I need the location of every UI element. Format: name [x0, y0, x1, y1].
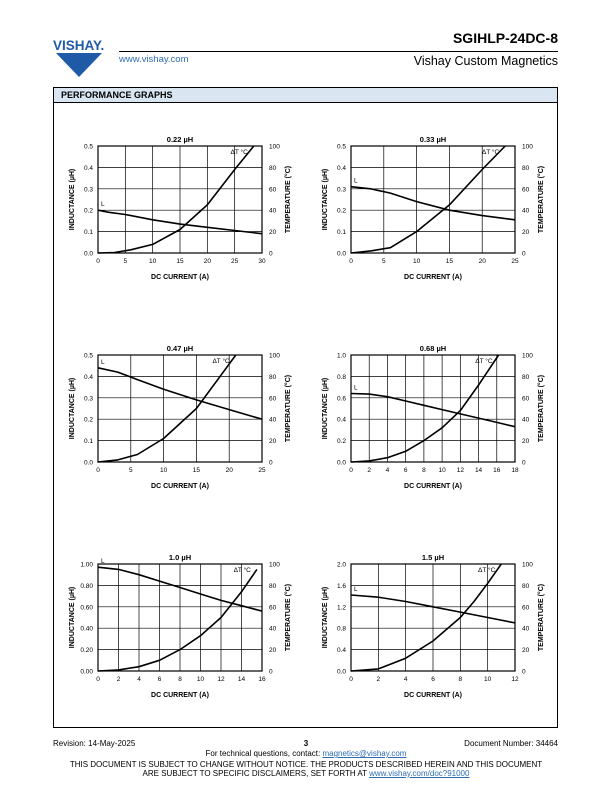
series-label: ΔT °C [475, 358, 493, 365]
x-tick-label: 8 [178, 676, 182, 683]
x-tick-label: 16 [493, 467, 501, 474]
y-tick-label: 0.4 [83, 373, 93, 381]
x-tick-label: 8 [458, 676, 463, 683]
x-tick-label: 0 [349, 467, 353, 474]
x-tick-label: 8 [422, 467, 426, 474]
x-tick-label: 15 [176, 258, 184, 265]
y-tick-label: 0.2 [83, 416, 93, 424]
y2-tick-label: 40 [269, 625, 277, 633]
x-tick-label: 0 [96, 467, 100, 474]
x-tick-label: 15 [192, 467, 201, 474]
y-tick-label: 1.00 [80, 561, 93, 569]
y2-tick-label: 60 [522, 186, 530, 194]
x-tick-label: 5 [128, 467, 133, 474]
x-tick-label: 6 [157, 676, 162, 683]
chart-title: 0.22 µH [166, 135, 194, 144]
disclaimer-prefix: ARE SUBJECT TO SPECIFIC DISCLAIMERS, SET FORTH AT [142, 769, 370, 778]
performance-chart-1 [53, 131, 313, 291]
y-tick-label: 0.8 [336, 625, 346, 633]
series-label: ΔT °C [230, 149, 248, 156]
y2-axis-label: TEMPERATURE (°C) [538, 165, 545, 234]
y-tick-label: 0.2 [336, 438, 346, 446]
contact-email-link[interactable]: magnetics@vishay.com [322, 749, 407, 758]
vishay-logo [52, 36, 114, 78]
x-tick-label: 25 [511, 258, 519, 265]
y2-axis-label: TEMPERATURE (°C) [538, 583, 545, 652]
x-tick-label: 12 [456, 467, 464, 474]
y2-tick-label: 100 [522, 352, 533, 360]
y-tick-label: 0.0 [83, 250, 93, 258]
y2-axis-label: TEMPERATURE (°C) [285, 583, 292, 652]
x-tick-label: 10 [149, 258, 157, 265]
y2-tick-label: 0 [269, 459, 273, 467]
y-tick-label: 0.80 [80, 582, 93, 590]
y2-tick-label: 80 [522, 582, 530, 590]
series-line-temperature [98, 146, 254, 253]
x-axis-label: DC CURRENT (A) [151, 274, 209, 281]
y2-tick-label: 40 [522, 207, 530, 215]
y-axis-label: INDUCTANCE (µH) [69, 168, 76, 231]
x-tick-label: 6 [403, 467, 408, 474]
x-tick-label: 20 [225, 467, 233, 474]
y2-tick-label: 100 [269, 143, 280, 151]
contact-prefix: For technical questions, contact: [205, 749, 323, 758]
chart-title: 0.47 µH [166, 344, 194, 353]
y2-tick-label: 80 [269, 373, 277, 381]
x-tick-label: 25 [258, 467, 266, 474]
x-tick-label: 10 [159, 467, 168, 474]
x-tick-label: 6 [431, 676, 435, 683]
series-line-inductance [98, 368, 262, 419]
chart-title: 0.68 µH [419, 344, 447, 353]
series-label: ΔT °C [481, 149, 500, 156]
x-tick-label: 20 [478, 258, 486, 265]
x-tick-label: 18 [511, 467, 519, 474]
x-tick-label: 2 [116, 676, 121, 683]
chart-title: 0.33 µH [419, 135, 447, 144]
y-tick-label: 0.5 [83, 143, 93, 151]
y2-tick-label: 80 [269, 582, 277, 590]
x-tick-label: 4 [137, 676, 141, 683]
y2-tick-label: 20 [269, 438, 277, 446]
chart-title: 1.5 µH [421, 553, 445, 562]
y2-tick-label: 80 [522, 164, 530, 172]
y2-tick-label: 0 [522, 250, 526, 258]
x-axis-label: DC CURRENT (A) [404, 692, 462, 699]
y2-tick-label: 40 [522, 416, 530, 424]
performance-chart-4 [306, 340, 566, 500]
x-tick-label: 15 [445, 258, 454, 265]
y-tick-label: 0.2 [83, 207, 93, 215]
y2-tick-label: 0 [269, 668, 273, 676]
x-tick-label: 2 [376, 676, 381, 683]
y2-tick-label: 100 [269, 561, 280, 569]
document-number: Document Number: 34464 [464, 739, 558, 748]
x-tick-label: 5 [381, 258, 386, 265]
x-axis-label: DC CURRENT (A) [151, 692, 209, 699]
y-tick-label: 0.60 [80, 604, 93, 612]
y-tick-label: 0.4 [336, 164, 346, 172]
y-tick-label: 0.1 [83, 438, 93, 446]
chart-body [69, 553, 292, 699]
series-label: L [354, 586, 358, 594]
chart-body [69, 344, 292, 490]
x-tick-label: 14 [474, 467, 483, 474]
page-number: 3 [303, 739, 309, 748]
x-tick-label: 14 [237, 676, 246, 683]
y-axis-label: INDUCTANCE (µH) [322, 586, 329, 649]
series-line-inductance [351, 187, 515, 220]
y-tick-label: 0.3 [83, 186, 93, 194]
y-axis-label: INDUCTANCE (µH) [69, 586, 76, 649]
y2-tick-label: 0 [522, 459, 526, 467]
y2-axis-label: TEMPERATURE (°C) [538, 374, 545, 443]
y-tick-label: 0.0 [336, 459, 346, 467]
y2-tick-label: 20 [522, 438, 530, 446]
y-axis-label: INDUCTANCE (µH) [322, 168, 329, 231]
x-axis-label: DC CURRENT (A) [404, 483, 462, 490]
x-tick-label: 30 [258, 258, 266, 265]
y2-tick-label: 0 [269, 250, 273, 258]
series-label: ΔT °C [478, 567, 496, 574]
x-axis-label: DC CURRENT (A) [404, 274, 462, 281]
x-tick-label: 10 [196, 676, 205, 683]
y2-tick-label: 40 [522, 625, 530, 633]
y2-tick-label: 60 [522, 604, 530, 612]
y-tick-label: 0.0 [336, 668, 346, 676]
y-tick-label: 0.3 [336, 186, 346, 194]
y-tick-label: 0.0 [83, 459, 93, 467]
y-tick-label: 0.1 [83, 229, 93, 237]
performance-chart-5 [53, 549, 313, 709]
series-label: L [354, 177, 358, 185]
y-tick-label: 0.5 [336, 143, 346, 151]
performance-chart-6 [306, 549, 566, 709]
y-tick-label: 1.0 [336, 352, 346, 360]
series-label: L [354, 384, 358, 392]
y2-tick-label: 0 [522, 668, 526, 676]
vishay-triangle-icon [56, 53, 102, 77]
x-tick-label: 5 [123, 258, 128, 265]
y-tick-label: 0.4 [336, 647, 346, 655]
y2-tick-label: 100 [269, 352, 280, 360]
chart-body [322, 553, 545, 699]
part-number: SGIHLP-24DC-8 [452, 30, 558, 46]
series-line-temperature [351, 355, 499, 462]
y-tick-label: 0.20 [80, 647, 93, 655]
performance-chart-2 [306, 131, 566, 291]
y-tick-label: 0.0 [336, 250, 346, 258]
x-axis-label: DC CURRENT (A) [151, 483, 209, 490]
y-tick-label: 1.2 [336, 604, 346, 612]
x-tick-label: 0 [349, 676, 353, 683]
y2-tick-label: 20 [269, 229, 277, 237]
series-line-temperature [98, 569, 257, 671]
x-tick-label: 16 [258, 676, 266, 683]
series-line-inductance [351, 394, 515, 427]
y-tick-label: 1.6 [336, 582, 346, 590]
x-tick-label: 2 [367, 467, 372, 474]
revision: Revision: 14-May-2025 [53, 739, 136, 748]
x-tick-label: 4 [403, 676, 408, 683]
vishay-logo-text: VISHAY. [53, 38, 105, 53]
y2-tick-label: 60 [269, 186, 277, 194]
y-tick-label: 0.2 [336, 207, 346, 215]
subtitle: Vishay Custom Magnetics [413, 54, 558, 68]
x-tick-label: 10 [412, 258, 421, 265]
y2-tick-label: 60 [522, 395, 530, 403]
y-tick-label: 0.8 [336, 373, 346, 381]
y-axis-label: INDUCTANCE (µH) [322, 377, 329, 440]
y-tick-label: 0.1 [336, 229, 346, 237]
x-tick-label: 10 [438, 467, 446, 474]
x-tick-label: 0 [96, 258, 100, 265]
y-tick-label: 0.6 [336, 395, 346, 403]
y2-tick-label: 100 [522, 143, 533, 151]
x-tick-label: 12 [511, 676, 519, 683]
series-label: ΔT °C [212, 358, 230, 365]
contact-line [0, 749, 612, 758]
section-title: PERFORMANCE GRAPHS [54, 88, 557, 103]
series-label: ΔT °C [233, 567, 251, 574]
disclaimer-line-1: THIS DOCUMENT IS SUBJECT TO CHANGE WITHOUT NOTICE. THE PRODUCTS DESCRIBED HEREIN AND THIS DOCUMENT [69, 760, 543, 769]
x-tick-label: 12 [217, 676, 225, 683]
y-tick-label: 0.3 [83, 395, 93, 403]
y-tick-label: 0.4 [83, 164, 93, 172]
y2-tick-label: 20 [269, 647, 277, 655]
chart-body [69, 135, 292, 281]
series-line-temperature [98, 355, 236, 462]
series-label: L [101, 201, 105, 209]
y-tick-label: 0.00 [80, 668, 93, 676]
y2-tick-label: 80 [269, 164, 277, 172]
chart-title: 1.0 µH [168, 553, 192, 562]
chart-body [322, 344, 545, 490]
y-axis-label: INDUCTANCE (µH) [69, 377, 76, 440]
series-label: L [101, 558, 105, 566]
y2-axis-label: TEMPERATURE (°C) [285, 165, 292, 234]
y-tick-label: 0.5 [83, 352, 93, 360]
performance-chart-3 [53, 340, 313, 500]
y2-tick-label: 80 [522, 373, 530, 381]
y2-tick-label: 60 [269, 604, 277, 612]
chart-body [322, 135, 545, 281]
disclaimer-link[interactable]: www.vishay.com/doc?91000 [369, 769, 470, 778]
y2-axis-label: TEMPERATURE (°C) [285, 374, 292, 443]
plot-frame [98, 355, 262, 462]
header-rule [119, 51, 558, 52]
x-tick-label: 4 [385, 467, 390, 474]
x-tick-label: 20 [203, 258, 211, 265]
y2-tick-label: 20 [522, 229, 530, 237]
x-tick-label: 25 [231, 258, 239, 265]
y-tick-label: 0.4 [336, 416, 346, 424]
x-tick-label: 0 [96, 676, 100, 683]
x-tick-label: 0 [349, 258, 353, 265]
y2-tick-label: 60 [269, 395, 277, 403]
disclaimer-line-2 [0, 769, 612, 778]
plot-frame [351, 355, 515, 462]
y2-tick-label: 40 [269, 207, 277, 215]
y2-tick-label: 20 [522, 647, 530, 655]
series-label: L [101, 358, 105, 366]
website-link[interactable]: www.vishay.com [119, 54, 189, 65]
x-tick-label: 10 [484, 676, 492, 683]
series-line-temperature [351, 564, 501, 671]
y-tick-label: 0.40 [80, 625, 93, 633]
y2-tick-label: 100 [522, 561, 533, 569]
y-tick-label: 2.0 [336, 561, 346, 569]
y2-tick-label: 40 [269, 416, 277, 424]
